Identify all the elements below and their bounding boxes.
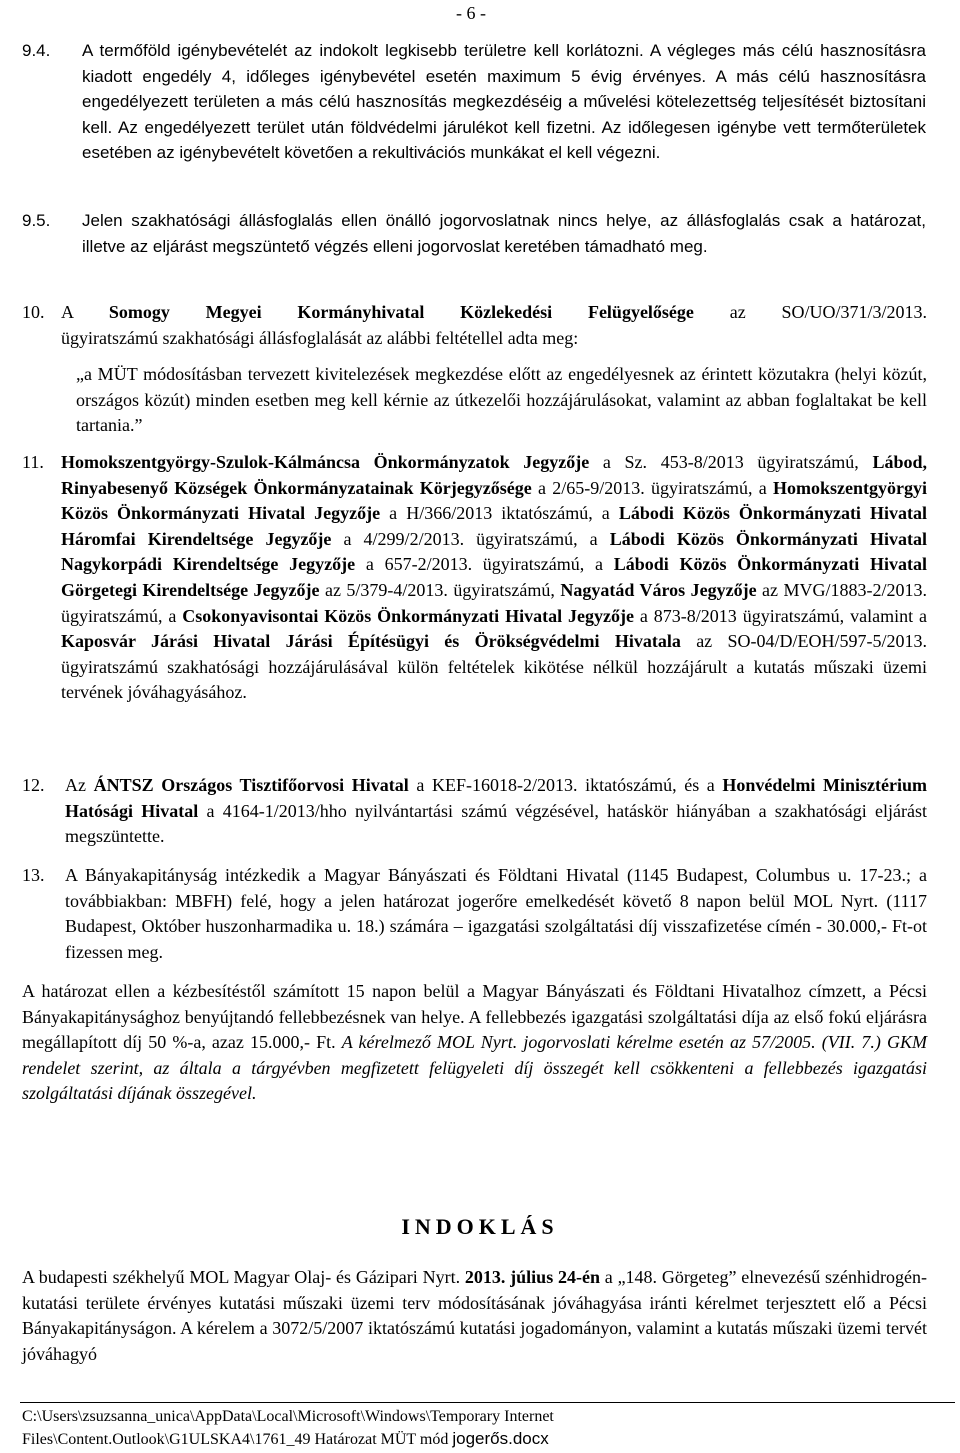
text-run: Az (65, 775, 94, 795)
authority-name: Homokszentgyörgyi Közös Önkormányzati Hivatal Jegyzője (61, 477, 928, 524)
text-run: a „148. Görgeteg” elnevezésű szénhidrogén-kutatási területe érvényes kutatási műszaki üzemi terv módosításának jóváhagyása iránti kérelmet terjesztett elő a Pécsi Bányakapitányságon. A kérelem a 3072/5/2007 iktatószámú kutatási jogadományon, valamint a kutatás műszaki üzemi tervét jóváhagyó (22, 1267, 927, 1364)
paragraph-9-4: A termőföld igénybevételét az indokolt legkisebb területre kell korlátozni. A végleges más célú hasznosításra kiadott engedély 4, időleges igénybevétel esetén maximum 5 évig érvényes. A más célú hasznosításra engedélyezett területen a más célú hasznosítás megkezdéséig a művelési kötelezettség teljesítését biztosítani kell. Az engedélyezett terület után földvédelmi járulékot kell fizetni. Az időlegesen igénybe vett termőterületek esetében az igénybevételt követően a rekultivációs munkákat el kell végezni. (82, 41, 926, 163)
authority-name: Lábodi Közös Önkormányzati Hivatal Nagykorpádi Kirendeltsége Jegyzője (61, 528, 927, 575)
authority-name: Kaposvár Járási Hivatal Járási Építésügyi és Örökségvédelmi Hivatala (61, 631, 681, 652)
footer-file-path (22, 1406, 554, 1451)
authority-name: Homokszentgyörgy-Szulok-Kálmáncsa Önkormányzatok Jegyzője (61, 452, 590, 472)
section-number: 12. (22, 775, 45, 795)
text-run: az SO-04/D/EOH/597-5/2013. ügyiratszámú szakhatósági hozzájárulásával külön feltételek kikötése nélkül hozzájárult a kutatás műszaki üzemi tervének jóváhagyásához. (61, 631, 927, 703)
authority-name: Nagyatád Város Jegyzője (560, 579, 757, 600)
section-number: 9.5. (22, 211, 51, 230)
text-run: a KEF-16018-2/2013. iktatószámú, és a (408, 775, 723, 795)
text-run: A határozat ellen a kézbesítéstől számított 15 napon belül a Magyar Bányászati és Földtani Hivatalhoz címzett, a Pécsi Bányakapitánysághoz benyújtandó fellebbezésnek van helye. A fellebbezés igazgatási szolgáltatási díja az első fokú eljárásra megállapított díj 50 %-a, azaz 15.000,- Ft. (22, 981, 927, 1053)
paragraph-10-line1 (61, 300, 927, 326)
authority-name: Somogy Megyei Kormányhivatal Közlekedési Felügyelősége (108, 302, 694, 322)
footer-line (22, 1428, 554, 1451)
authority-name: Honvédelmi Minisztérium Hatósági Hivatal (65, 775, 927, 821)
authority-name: ÁNTSZ Országos Tisztifőorvosi Hivatal (93, 775, 409, 795)
paragraph-11 (61, 450, 927, 706)
date-text: 2013. július 24-én (464, 1267, 600, 1287)
footer-divider (20, 1402, 955, 1403)
footer-filename: jogerős.docx (452, 1429, 549, 1448)
authority-name: Lábodi Közös Önkormányzati Hivatal Háromfai Kirendeltsége Jegyzője (61, 503, 927, 549)
text-run: a 873-8/2013 ügyiratszámú, valamint a (633, 605, 927, 626)
paragraph-13: A Bányakapitányság intézkedik a Magyar Bányászati és Földtani Hivatal (1145 Budapest, Columbus u. 17-23.; a továbbiakban: MBFH) felé, hogy a jelen határozat jogerőre emelkedését követő 8 napon belül MOL Nyrt. (1117 Budapest, Október huszonharmadika u. 18.) számára – igazgatási szolgáltatási díj visszafizetése címén - 30.000,- Ft-ot fizessen meg. (65, 865, 927, 962)
text-run: a H/366/2013 iktatószámú, a (380, 503, 619, 524)
reasons-heading: INDOKLÁS (401, 1214, 559, 1239)
section-number: 9.4. (22, 41, 51, 60)
text-run: a 2/65-9/2013. ügyiratszámú, a (531, 477, 774, 498)
authority-name: Lábodi Közös Önkormányzati Hivatal Görgetegi Kirendeltsége Jegyzője (61, 554, 927, 600)
text-run: A budapesti székhelyű MOL Magyar Olaj- és Gázipari Nyrt. (22, 1267, 465, 1287)
condition-quote: „a MÜT módosításban tervezett kivitelezések megkezdése előtt az engedélyesnek az érintett közutakra (helyi közút, országos közút) minden esetben meg kell kérnie az útkezelői hozzájárulásokat, valamint az abban foglaltakat be kell tartania.” (76, 364, 927, 436)
section-number: 13. (22, 865, 45, 885)
paragraph-9-5: Jelen szakhatósági állásfoglalás ellen önálló jogorvoslatnak nincs helye, az állásfoglalás csak a határozat, illetve az eljárást megszüntető végzés elleni jogorvoslat keretében támadható meg. (82, 211, 926, 256)
text-run: a Sz. 453-8/2013 ügyiratszámú, (589, 452, 873, 472)
italic-text: A kérelmező MOL Nyrt. jogorvoslati kérelme esetén az 57/2005. (VII. 7.) GKM rendelet szerint, az általa a tárgyévben megfizetett felügyeleti díj összegét kell csökkenteni a fellebbezés igazgatási szolgáltatási díjának összegével. (22, 1032, 927, 1104)
paragraph-12 (65, 773, 927, 850)
authority-name: Lábod, Rinyabesenyő Községek Önkormányzatainak Körjegyzősége (61, 452, 927, 498)
footer-text: Files\Content.Outlook\G1ULSKA4\1761_49 Határozat MÜT mód (22, 1431, 453, 1448)
reasons-paragraph (22, 1265, 927, 1367)
text-run: a 657-2/2013. ügyiratszámú, a (355, 554, 614, 575)
footer-line: C:\Users\zsuzsanna_unica\AppData\Local\Microsoft\Windows\Temporary Internet (22, 1408, 554, 1425)
authority-name: Csokonyavisontai Közös Önkormányzati Hivatal Jegyzője (182, 605, 634, 626)
section-number: 10. (22, 302, 45, 322)
text-run: a 4164-1/2013/hho nyilvántartási számú végzésével, hatáskör hiányában a szakhatósági eljárást megszüntette. (65, 800, 927, 847)
page-number: - 6 - (456, 3, 486, 23)
section-number: 11. (22, 452, 44, 472)
text-run: az MVG/1883-2/2013. ügyiratszámú, a (61, 579, 928, 626)
paragraph-10-line2: ügyiratszámú szakhatósági állásfoglalását az alábbi feltétellel adta meg: (61, 328, 579, 348)
text-run: a 4/299/2/2013. ügyiratszámú, a (331, 528, 610, 549)
text-run: az 5/379-4/2013. ügyiratszámú, (319, 579, 561, 600)
appeal-paragraph (22, 979, 927, 1107)
text-run: az SO/UO/371/3/2013. (729, 302, 928, 322)
text-run: A (61, 302, 74, 322)
